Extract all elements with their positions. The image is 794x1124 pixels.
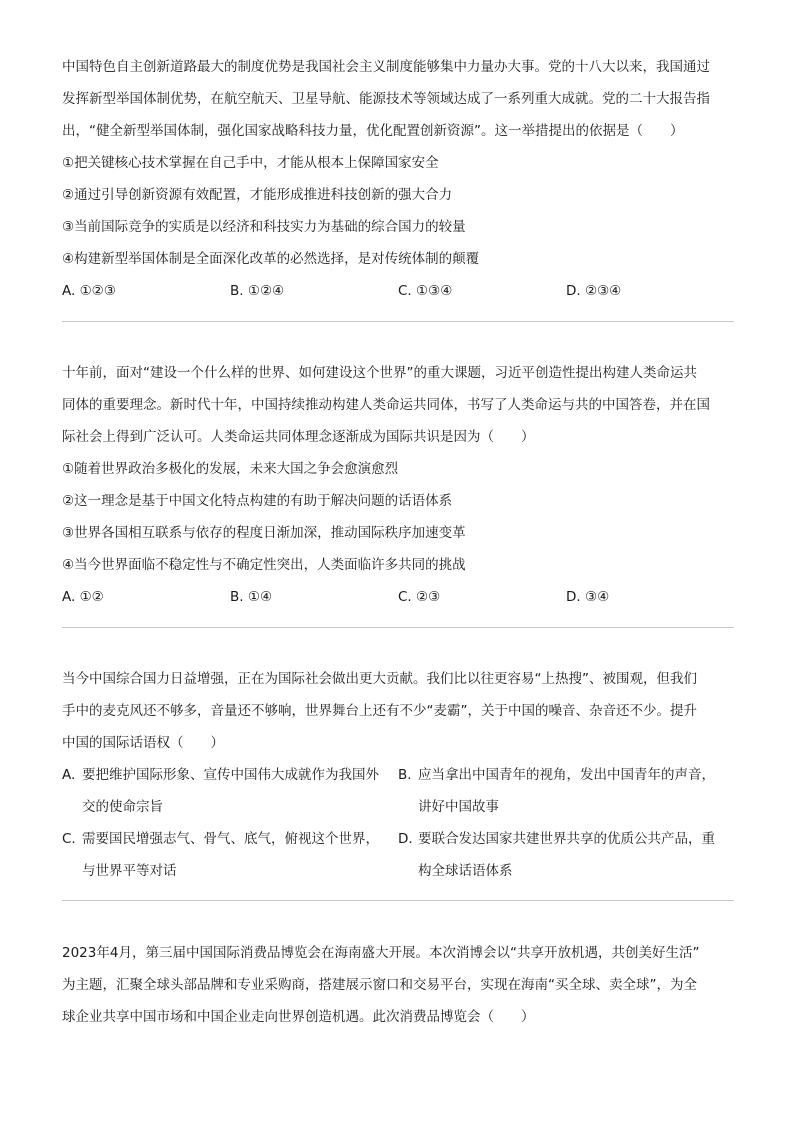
question-stem-line: 手中的麦克风还不够多，音量还不够响，世界舞台上还有不少“麦霸”，关于中国的噪音、杂音还不少。提升	[62, 703, 697, 719]
question-stem-line: 球企业共享中国市场和中国企业走向世界创造机遇。此次消费品博览会（ ）	[62, 1009, 535, 1025]
option-c[interactable]: C. ①③④	[398, 283, 453, 299]
option-a[interactable]: A. ①②	[62, 589, 104, 605]
option-a[interactable]: A. ①②③	[62, 283, 116, 299]
question-4	[62, 937, 734, 1033]
question-stem-line: 当今中国综合国力日益增强，正在为国际社会做出更大贡献。我们比以往更容易“上热搜”、被围观，但我们	[62, 671, 697, 687]
question-stem-line: 出，“健全新型举国体制，强化国家战略科技力量，优化配置创新资源”。这一举措提出的依据是（ ）	[62, 123, 684, 139]
option-d[interactable]: D. ②③④	[566, 283, 622, 299]
option-label: B.	[398, 767, 412, 783]
option-c[interactable]: C. ②③	[398, 589, 441, 605]
statement-4: ④当今世界面临不稳定性与不确定性突出，人类面临许多共同的挑战	[62, 557, 466, 573]
option-text-line: 构全球话语体系	[418, 863, 513, 879]
divider	[62, 900, 734, 901]
statement-3: ③世界各国相互联系与依存的程度日渐加深，推动国际秩序加速变革	[62, 525, 466, 541]
answer-options	[62, 581, 734, 613]
question-1	[62, 51, 734, 307]
question-3	[62, 663, 734, 887]
question-stem-line: 发挥新型举国体制优势，在航空航天、卫星导航、能源技术等领域达成了一系列重大成就。党的二十大报告指	[62, 91, 710, 107]
statement-1: ①随着世界政治多极化的发展，未来大国之争会愈演愈烈	[62, 461, 399, 477]
option-d[interactable]	[398, 823, 734, 887]
option-b[interactable]: B. ①④	[230, 589, 273, 605]
answer-options	[62, 759, 734, 887]
question-stem-line: 中国特色自主创新道路最大的制度优势是我国社会主义制度能够集中力量办大事。党的十八大以来，我国通过	[62, 59, 710, 75]
statement-4: ④构建新型举国体制是全面深化改革的必然选择，是对传统体制的颠覆	[62, 251, 480, 267]
option-text-line: 应当拿出中国青年的视角，发出中国青年的声音，	[418, 767, 715, 783]
divider	[62, 321, 734, 322]
question-stem-line: 同体的重要理念。新时代十年，中国持续推动构建人类命运共同体，书写了人类命运与共的中国答卷，并在国	[62, 397, 710, 413]
option-text-line: 需要国民增强志气、骨气、底气，俯视这个世界，	[82, 831, 379, 847]
statement-2: ②通过引导创新资源有效配置，才能形成推进科技创新的强大合力	[62, 187, 453, 203]
option-text-line: 讲好中国故事	[418, 799, 499, 815]
option-c[interactable]	[62, 823, 398, 887]
option-b[interactable]	[398, 759, 734, 823]
question-stem-line: 十年前，面对“建设一个什么样的世界、如何建设这个世界”的重大课题，习近平创造性提出构建人类命运共	[62, 365, 697, 381]
option-label: A.	[62, 767, 76, 783]
statement-1: ①把关键核心技术掌握在自己手中，才能从根本上保障国家安全	[62, 155, 439, 171]
question-stem-line: 中国的国际话语权（ ）	[62, 735, 224, 751]
question-2	[62, 357, 734, 613]
divider	[62, 627, 734, 628]
option-b[interactable]: B. ①②④	[230, 283, 285, 299]
answer-options	[62, 275, 734, 307]
question-stem-line: 为主题，汇聚全球头部品牌和专业采购商，搭建展示窗口和交易平台，实现在海南“买全球、卖全球”，为全	[62, 977, 697, 993]
option-text-line: 交的使命宗旨	[82, 799, 163, 815]
option-a[interactable]	[62, 759, 398, 823]
option-text-line: 与世界平等对话	[82, 863, 177, 879]
statement-3: ③当前国际竞争的实质是以经济和科技实力为基础的综合国力的较量	[62, 219, 466, 235]
option-text-line: 要把维护国际形象、宣传中国伟大成就作为我国外	[82, 767, 379, 783]
option-d[interactable]: D. ③④	[566, 589, 610, 605]
option-text-line: 要联合发达国家共建世界共享的优质公共产品，重	[418, 831, 715, 847]
question-stem-line: 际社会上得到广泛认可。人类命运共同体理念逐渐成为国际共识是因为（ ）	[62, 429, 535, 445]
question-stem-line: 2023年4月，第三届中国国际消费品博览会在海南盛大开展。本次消博会以“共享开放机遇，共创美好生活”	[62, 945, 700, 961]
option-label: C.	[62, 831, 76, 847]
statement-2: ②这一理念是基于中国文化特点构建的有助于解决问题的话语体系	[62, 493, 453, 509]
option-label: D.	[398, 831, 413, 847]
